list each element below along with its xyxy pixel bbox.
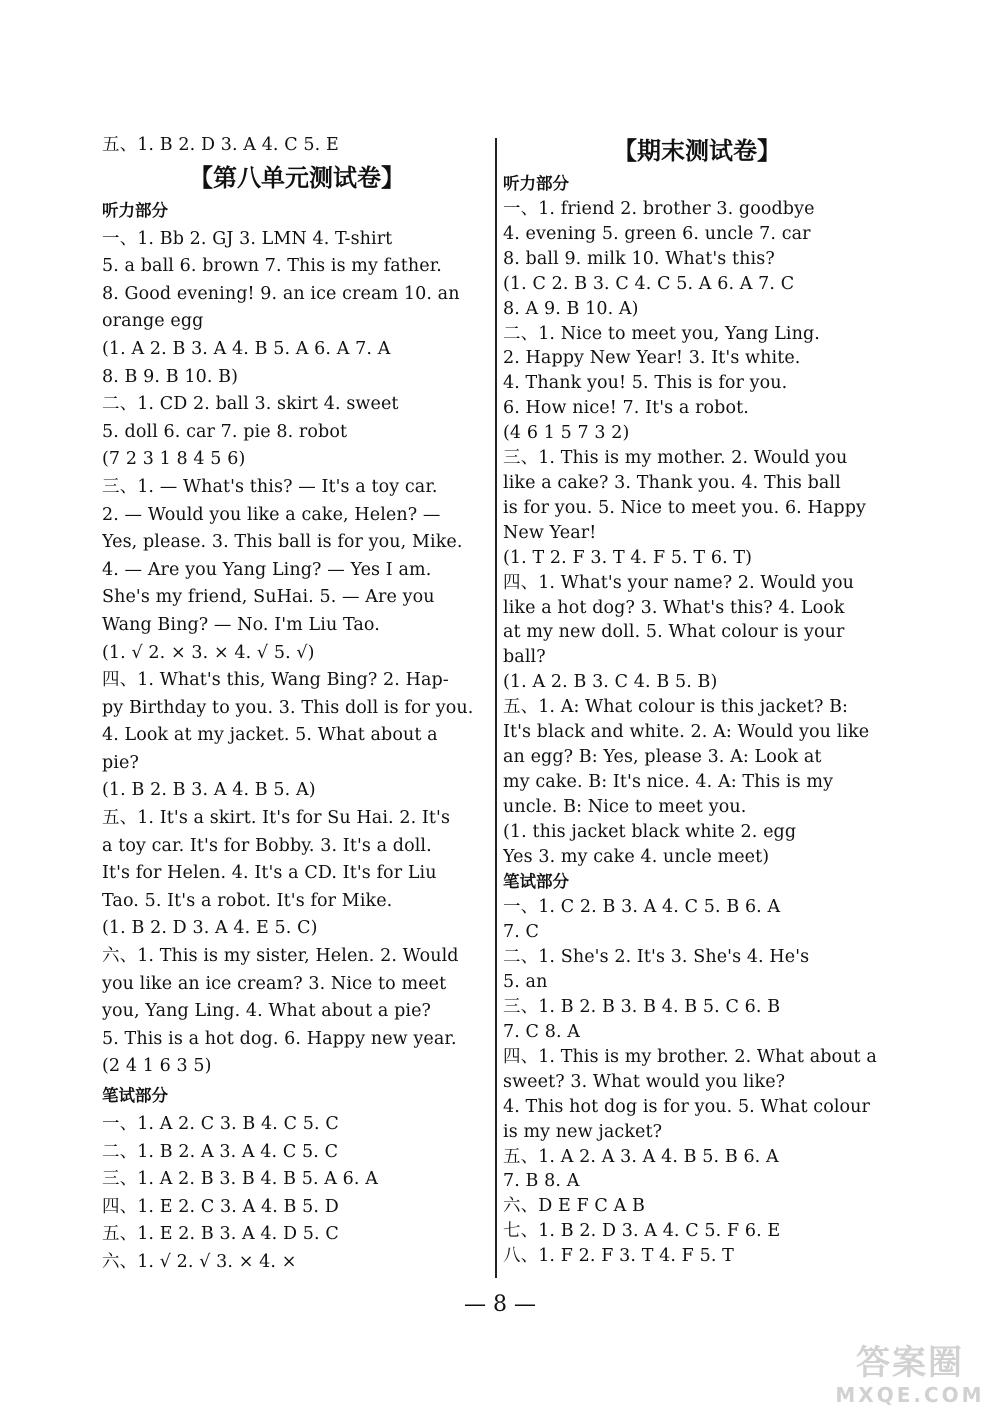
answer-line: 二、1. CD 2. ball 3. skirt 4. sweet — [102, 394, 399, 415]
answer-line: 2. — Would you like a cake, Helen? — — [102, 504, 441, 525]
answer-line: 5. a ball 6. brown 7. This is my father. — [102, 256, 442, 277]
answer-line: 8. ball 9. milk 10. What's this? — [503, 248, 775, 269]
page-number: — 8 — — [464, 1292, 536, 1317]
answer-line: 一、1. C 2. B 3. A 4. C 5. B 6. A — [503, 897, 781, 918]
answer-line: It's black and white. 2. A: Would you like — [503, 722, 870, 743]
answer-line: 二、1. B 2. A 3. A 4. C 5. C — [102, 1141, 339, 1162]
answer-line: orange egg — [102, 311, 204, 332]
answer-line: 四、1. This is my brother. 2. What about a — [503, 1046, 877, 1067]
answer-line: 4. This hot dog is for you. 5. What colour — [503, 1096, 870, 1117]
answer-line: 六、D E F C A B — [503, 1196, 645, 1217]
answer-line: an egg? B: Yes, please 3. A: Look at — [503, 746, 822, 767]
answer-line: 三、1. B 2. B 3. B 4. B 5. C 6. B — [503, 997, 781, 1018]
answer-line: (4 6 1 5 7 3 2) — [503, 423, 630, 444]
answer-line: 6. How nice! 7. It's a robot. — [503, 398, 749, 419]
answer-line: 5. doll 6. car 7. pie 8. robot — [102, 421, 348, 442]
answer-line: Yes, please. 3. This ball is for you, Mike. — [102, 532, 463, 553]
listening-heading: 听力部分 — [102, 200, 168, 220]
answer-line: ball? — [503, 647, 546, 668]
answer-line: 7. B 8. A — [503, 1171, 580, 1192]
answer-line: 五、1. E 2. B 3. A 4. D 5. C — [102, 1224, 339, 1245]
answer-line: 五、1. A 2. A 3. A 4. B 5. B 6. A — [503, 1146, 779, 1167]
answer-line: It's for Helen. 4. It's a CD. It's for Liu — [102, 863, 437, 884]
unit7-section5-answers: 五、1. B 2. D 3. A 4. C 5. E — [102, 135, 339, 155]
watermark-logo — [830, 1343, 990, 1413]
answer-line: 三、1. — What's this? — It's a toy car. — [102, 476, 438, 497]
answer-line: 四、1. What's this, Wang Bing? 2. Hap- — [102, 670, 449, 691]
answer-line: a toy car. It's for Bobby. 3. It's a doll. — [102, 835, 432, 856]
answer-line: 二、1. Nice to meet you, Yang Ling. — [503, 323, 820, 344]
answer-line: She's my friend, SuHai. 5. — Are you — [102, 587, 435, 608]
answer-line: 一、1. Bb 2. GJ 3. LMN 4. T-shirt — [102, 228, 393, 249]
answer-line: py Birthday to you. 3. This doll is for you. — [102, 697, 474, 718]
answer-line: (1. T 2. F 3. T 4. F 5. T 6. T) — [503, 547, 753, 568]
answer-line: (1. B 2. D 3. A 4. E 5. C) — [102, 918, 318, 939]
answer-line: (2 4 1 6 3 5) — [102, 1056, 212, 1077]
answer-line: (1. C 2. B 3. C 4. C 5. A 6. A 7. C — [503, 273, 795, 294]
watermark-top-text: 答案圈 — [856, 1343, 964, 1383]
answer-line: Tao. 5. It's a robot. It's for Mike. — [102, 890, 393, 911]
answer-line: 5. an — [503, 972, 548, 993]
answer-line: 7. C 8. A — [503, 1022, 581, 1042]
answer-line: 8. B 9. B 10. B) — [102, 366, 239, 387]
answer-line: 四、1. E 2. C 3. A 4. B 5. D — [102, 1196, 339, 1217]
final-test-title: 【期末测试卷】 — [613, 137, 781, 165]
listening-answers — [503, 197, 891, 869]
answer-line: 8. A 9. B 10. A) — [503, 298, 639, 319]
answer-line: (1. √ 2. × 3. × 4. √ 5. √) — [102, 642, 315, 663]
answer-line: 2. Happy New Year! 3. It's white. — [503, 348, 801, 369]
answer-line: 4. — Are you Yang Ling? — Yes I am. — [102, 559, 432, 580]
answer-line: 4. Thank you! 5. This is for you. — [503, 373, 788, 394]
right-column — [503, 133, 891, 1269]
answer-line: you like an ice cream? 3. Nice to meet — [102, 973, 447, 994]
answer-line: 4. Look at my jacket. 5. What about a — [102, 725, 438, 746]
answer-line: 五、1. A: What colour is this jacket? B: — [503, 697, 849, 718]
written-answers — [102, 1111, 492, 1277]
answer-line: Yes 3. my cake 4. uncle meet) — [503, 846, 770, 867]
answer-line: uncle. B: Nice to meet you. — [503, 796, 747, 817]
left-column — [102, 132, 492, 1277]
answer-line: 五、1. It's a skirt. It's for Su Hai. 2. It's — [102, 808, 451, 829]
listening-answers — [102, 226, 492, 1081]
written-heading: 笔试部分 — [102, 1086, 168, 1105]
answer-line: at my new doll. 5. What colour is your — [503, 622, 845, 643]
answer-line: 三、1. A 2. B 3. B 4. B 5. A 6. A — [102, 1169, 378, 1190]
answer-line: you, Yang Ling. 4. What about a pie? — [102, 1001, 432, 1022]
answer-line: 二、1. She's 2. It's 3. She's 4. He's — [503, 947, 810, 968]
answer-line: 六、1. This is my sister, Helen. 2. Would — [102, 946, 459, 967]
answer-line: pie? — [102, 752, 139, 773]
watermark-bottom-text: MXQE.COM — [835, 1383, 985, 1407]
answer-line: (1. A 2. B 3. C 4. B 5. B) — [503, 672, 718, 693]
answer-line: 六、1. √ 2. √ 3. × 4. × — [102, 1251, 297, 1272]
answer-line: 7. C — [503, 922, 540, 943]
answer-line: 四、1. What's your name? 2. Would you — [503, 572, 854, 593]
answer-line: 一、1. A 2. C 3. B 4. C 5. C — [102, 1114, 339, 1134]
unit8-test-title: 【第八单元测试卷】 — [189, 163, 405, 192]
answer-line: sweet? 3. What would you like? — [503, 1071, 786, 1092]
answer-line: like a cake? 3. Thank you. 4. This ball — [503, 472, 841, 493]
answer-line: (1. B 2. B 3. A 4. B 5. A) — [102, 780, 316, 801]
answer-line: New Year! — [503, 522, 597, 543]
answer-line: my cake. B: It's nice. 4. A: This is my — [503, 771, 834, 792]
written-answers — [503, 895, 891, 1269]
answer-line: (1. this jacket black white 2. egg — [503, 821, 797, 842]
answer-line: 一、1. friend 2. brother 3. goodbye — [503, 199, 815, 219]
listening-heading: 听力部分 — [503, 174, 569, 193]
answer-line: 七、1. B 2. D 3. A 4. C 5. F 6. E — [503, 1221, 781, 1242]
column-divider — [495, 138, 497, 1278]
answer-line: 八、1. F 2. F 3. T 4. F 5. T — [503, 1246, 734, 1267]
answer-line: (7 2 3 1 8 4 5 6) — [102, 449, 246, 470]
answer-line: 三、1. This is my mother. 2. Would you — [503, 448, 848, 469]
answer-line: is for you. 5. Nice to meet you. 6. Happy — [503, 497, 866, 518]
answer-line: is my new jacket? — [503, 1121, 663, 1142]
answer-line: (1. A 2. B 3. A 4. B 5. A 6. A 7. A — [102, 338, 391, 359]
written-heading: 笔试部分 — [503, 872, 569, 892]
answer-line: 8. Good evening! 9. an ice cream 10. an — [102, 283, 460, 304]
answer-line: 4. evening 5. green 6. uncle 7. car — [503, 223, 811, 244]
answer-line: Wang Bing? — No. I'm Liu Tao. — [102, 614, 380, 635]
answer-line: 5. This is a hot dog. 6. Happy new year. — [102, 1028, 457, 1049]
answer-line: like a hot dog? 3. What's this? 4. Look — [503, 597, 845, 618]
